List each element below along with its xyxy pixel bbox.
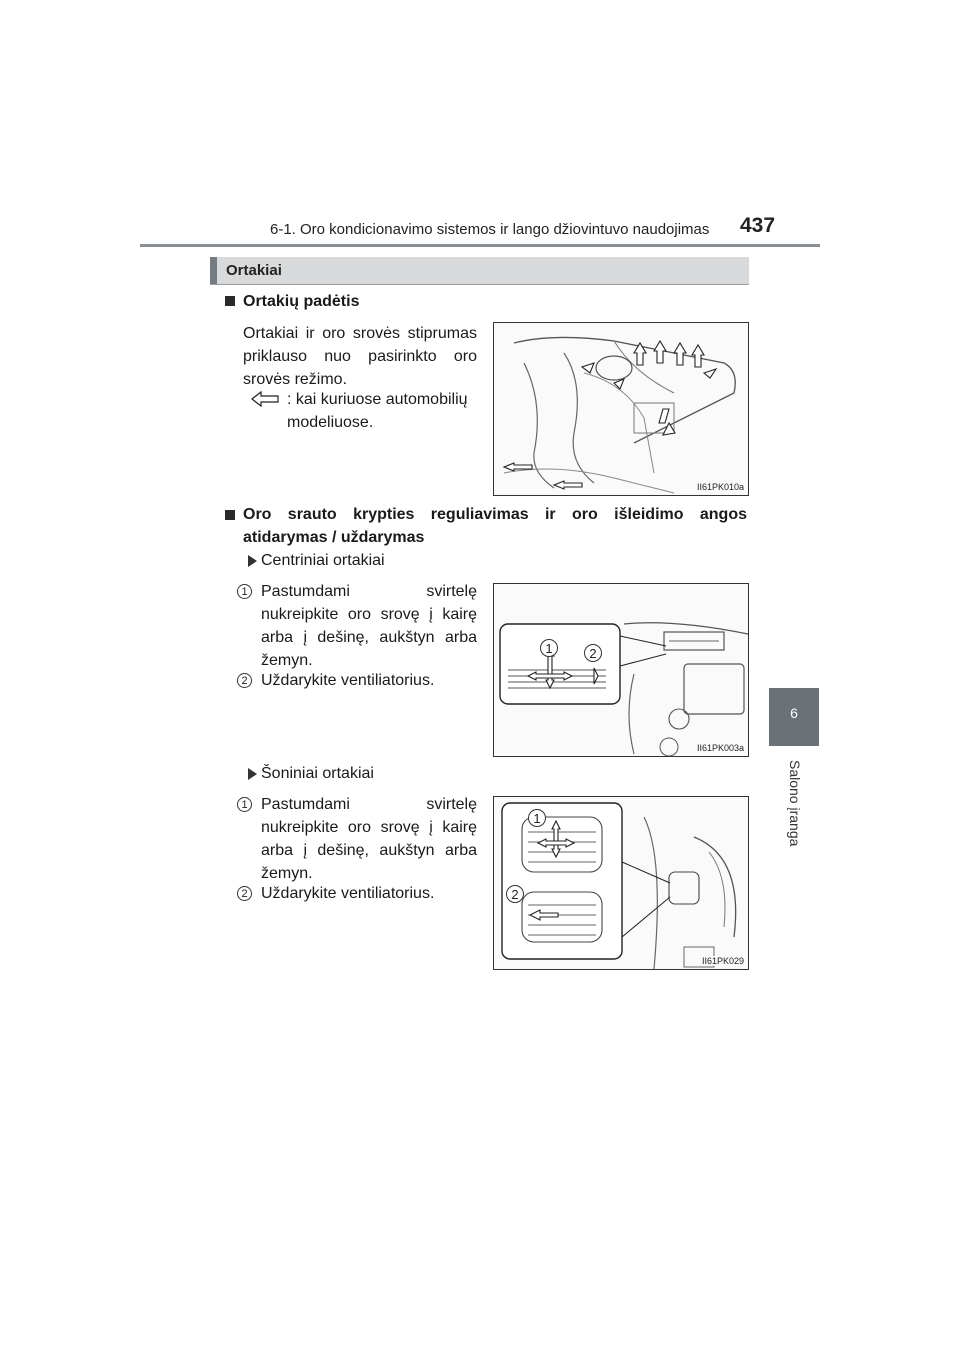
section-title: Ortakiai [226, 262, 282, 279]
triangle-bullet-icon [248, 555, 257, 567]
vent-positions-figure [493, 322, 749, 496]
central-vents-step2: Uždarykite ventiliatorius. [261, 672, 435, 689]
square-bullet-icon [225, 510, 235, 520]
subsection-heading-airflow-adjustment: Oro srauto krypties reguliavimas ir oro išleidimo angos atidarymas / uždarymas [243, 506, 747, 546]
figure-callout-2: 2 [584, 644, 602, 662]
chapter-tab-number: 6 [790, 705, 798, 721]
figure-code: II61PK003a [696, 743, 744, 753]
central-vents-title: Centriniai ortakiai [261, 552, 385, 569]
figure-callout-2: 2 [506, 885, 524, 903]
central-vents-step1: Pastumdami svirtelę nukreipkite oro srovę į kairę arba į dešinę, aukštyn arba žemyn. [261, 583, 477, 669]
figure-callout-1: 1 [528, 809, 546, 827]
figure-callout-1: 1 [540, 639, 558, 657]
side-vents-title: Šoniniai ortakiai [261, 765, 374, 782]
section-heading-bar [210, 257, 749, 284]
side-vents-step1: Pastumdami svirtelę nukreipkite oro srovę į kairę arba į dešinę, aukštyn arba žemyn. [261, 796, 477, 882]
central-vents-figure [493, 583, 749, 757]
header-title: 6-1. Oro kondicionavimo sistemos ir lango džiovintuvo naudojimas [270, 221, 710, 238]
side-vents-step2: Uždarykite ventiliatorius. [261, 885, 435, 902]
step-number-badge: 1 [237, 797, 252, 812]
triangle-bullet-icon [248, 768, 257, 780]
side-vents-figure [493, 796, 749, 970]
page-number: 437 [740, 214, 776, 237]
subsection-heading-vent-positions: Ortakių padėtis [243, 293, 360, 310]
figure-code: II61PK010a [696, 482, 744, 492]
step-number-badge: 1 [237, 584, 252, 599]
square-bullet-icon [225, 296, 235, 306]
optional-vent-arrow-icon [250, 390, 280, 413]
step-number-badge: 2 [237, 886, 252, 901]
step-number-badge: 2 [237, 673, 252, 688]
vent-positions-text: Ortakiai ir oro srovės stiprumas priklauso nuo pasirinkto oro srovės režimo. [243, 325, 477, 388]
chapter-tab-label: Salono įranga [787, 760, 803, 847]
header-rule [140, 244, 820, 247]
section-rule [210, 284, 749, 285]
optional-vent-note: : kai kuriuose automobilių modeliuose. [287, 391, 468, 431]
figure-code: II61PK029 [701, 956, 744, 966]
